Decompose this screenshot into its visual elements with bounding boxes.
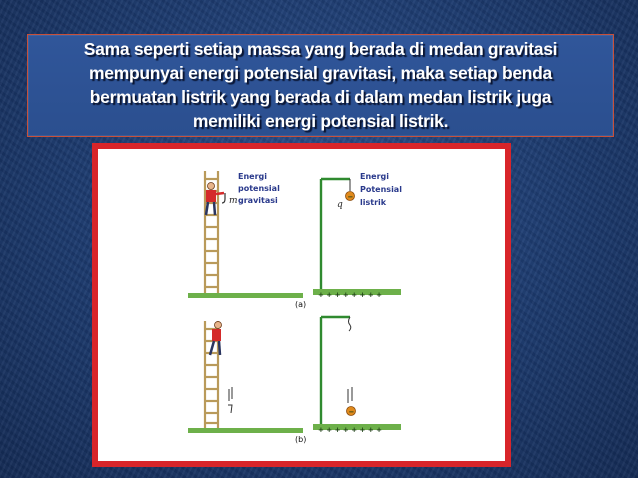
person-top-icon [206,183,224,216]
figure-canvas [98,149,505,461]
stand-b [321,317,350,428]
energy-diagram [98,149,505,461]
caption-line-4: memiliki energi potensial listrik. [192,111,449,131]
elec-label-2: Potensial [360,185,402,194]
grav-label-3: gravitasi [238,196,278,205]
mass-icon [222,193,225,203]
panel-a-label: (a) [295,300,307,309]
falling-mass-icon [228,387,232,413]
ground-b [188,428,303,433]
figure-frame [92,143,511,467]
elec-label-1: Energi [360,172,389,181]
mass-symbol: m [229,196,238,206]
broken-thread-b [349,317,351,331]
caption-line-3: bermuatan listrik yang berada di dalam medan listrik juga [89,87,552,107]
panel-b-label: (b) [295,435,307,444]
elec-label-3: listrik [360,198,387,207]
ground-a [188,293,303,298]
grav-label-2: potensial [238,184,280,193]
charge-symbol: q [337,200,343,210]
plate-signs-b: + + + + + + + + [318,426,382,434]
plate-signs-a: + + + + + + + + [318,291,382,299]
falling-charge-motion-icon [348,387,352,403]
slide-caption [48,37,593,133]
caption-line-1: Sama seperti setiap massa yang berada di medan gravitasi [83,39,558,59]
caption-line-2: mempunyai energi potensial gravitasi, maka setiap benda [89,63,552,83]
charge-sign-a: − [347,193,354,201]
person-bottom-icon [210,322,222,356]
grav-label-1: Energi [238,172,267,181]
charge-sign-b: − [348,408,355,416]
